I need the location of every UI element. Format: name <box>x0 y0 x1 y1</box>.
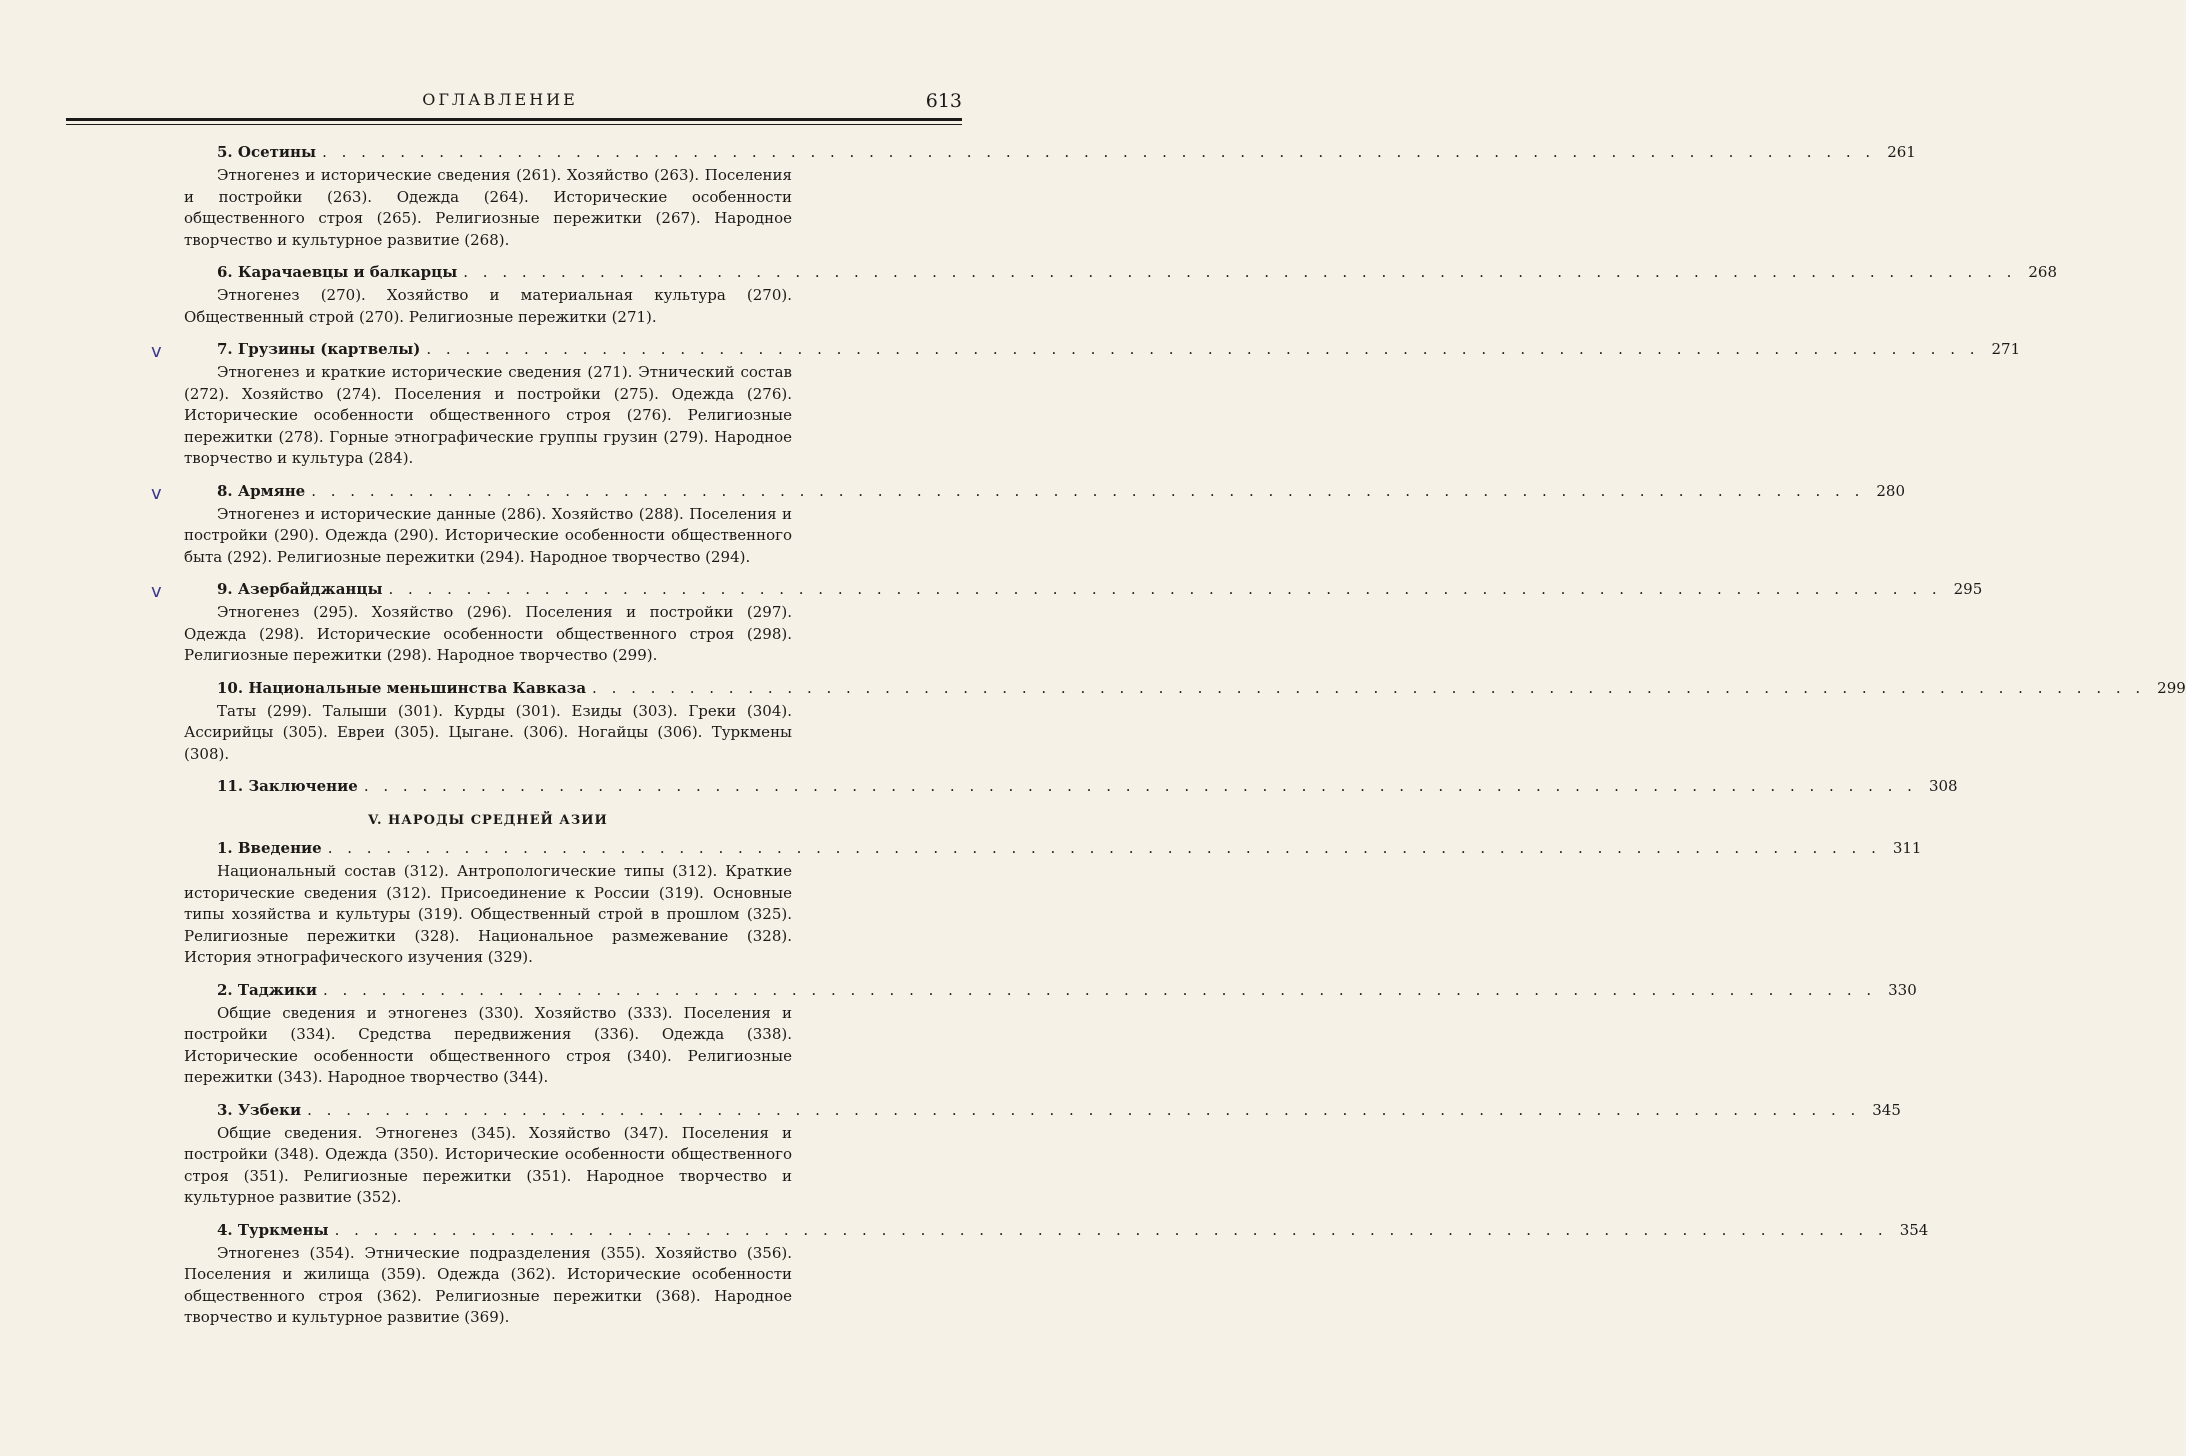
dot-leader: . . . . . . . . . . . . . . . . . . . . . . . . . . . . . . . . . . . . . . . . . . . . . . . . . . . . . . . . . . . . . . . . . . . . . . . . . . . . . . . . <box>388 580 1942 598</box>
dot-leader: . . . . . . . . . . . . . . . . . . . . . . . . . . . . . . . . . . . . . . . . . . . . . . . . . . . . . . . . . . . . . . . . . . . . . . . . . . . . . . . . <box>322 143 1876 161</box>
toc-entry <box>184 676 2186 766</box>
toc-entry <box>184 140 1916 251</box>
pencil-check-mark: v <box>151 482 162 504</box>
toc-entry-heading <box>184 1218 1929 1243</box>
toc-content <box>151 140 2186 1338</box>
dot-leader: . . . . . . . . . . . . . . . . . . . . . . . . . . . . . . . . . . . . . . . . . . . . . . . . . . . . . . . . . . . . . . . . . . . . . . . . . . . . . . . . <box>323 980 1877 999</box>
toc-entry-heading <box>151 479 1905 504</box>
toc-entry-title: 10. Национальные меньшинства Кавказа <box>217 678 587 697</box>
dot-leader: . . . . . . . . . . . . . . . . . . . . . . . . . . . . . . . . . . . . . . . . . . . . . . . . . . . . . . . . . . . . . . . . . . . . . . . . . . . . . . . . <box>363 777 1917 795</box>
toc-entry-page: 308 <box>1928 777 1958 795</box>
toc-entry-page: 311 <box>1892 839 1922 857</box>
toc-entry <box>151 577 1983 667</box>
toc-entry-title: 7. Грузины (картвелы) <box>217 340 421 358</box>
toc-entry-title: 3. Узбеки <box>217 1100 302 1119</box>
toc-entry-description: Этногенез и краткие исторические сведения (271). Этнический состав (272). Хозяйство (274). Поселения и постройки (275). Одежда (276). Исторические особенности общественного строя (276). Религиозные пережитки (278). Горные этнографические группы грузин (279). Народное творчество и культура (284). <box>184 363 792 467</box>
toc-entry-description: Таты (299). Талыши (301). Курды (301). Езиды (303). Греки (304). Ассирийцы (305). Евреи (305). Цыгане. (306). Ногайцы (306). Туркмены (308). <box>184 701 792 763</box>
dot-leader: . . . . . . . . . . . . . . . . . . . . . . . . . . . . . . . . . . . . . . . . . . . . . . . . . . . . . . . . . . . . . . . . . . . . . . . . . . . . . . . . <box>334 1220 1888 1239</box>
pencil-check-mark: v <box>151 341 162 362</box>
dot-leader: . . . . . . . . . . . . . . . . . . . . . . . . . . . . . . . . . . . . . . . . . . . . . . . . . . . . . . . . . . . . . . . . . . . . . . . . . . . . . . . . <box>327 839 1881 857</box>
toc-entry <box>184 1218 1929 1329</box>
toc-entry <box>184 1098 1901 1209</box>
toc-entry <box>151 337 2021 470</box>
header-rule-thick <box>66 118 962 121</box>
toc-entry <box>184 260 2058 328</box>
dot-leader: . . . . . . . . . . . . . . . . . . . . . . . . . . . . . . . . . . . . . . . . . . . . . . . . . . . . . . . . . . . . . . . . . . . . . . . . . . . . . . . . <box>463 263 2017 281</box>
toc-entry-description: Общие сведения. Этногенез (345). Хозяйство (347). Поселения и постройки (348). Одежда (350). Исторические особенности общественного строя (351). Религиозные пережитки (351). Народное творчество и культурное развитие (352). <box>184 1123 792 1206</box>
toc-entry-description: Этногенез (354). Этнические подразделения (355). Хозяйство (356). Поселения и жилища (359). Одежда (362). Исторические особенности общественного строя (362). Религиозные пережитки (368). Народное творчество и культурное развитие (369). <box>184 1243 792 1326</box>
dot-leader: . . . . . . . . . . . . . . . . . . . . . . . . . . . . . . . . . . . . . . . . . . . . . . . . . . . . . . . . . . . . . . . . . . . . . . . . . . . . . . . . <box>307 1100 1861 1119</box>
toc-entry-title: 4. Туркмены <box>217 1220 329 1239</box>
toc-entry-page: 261 <box>1887 143 1916 161</box>
toc-entry-page: 345 <box>1872 1100 1901 1119</box>
pencil-check-mark: v <box>151 581 162 602</box>
toc-entry-title: 11. Заключение <box>217 777 358 795</box>
toc-entry-page: 268 <box>2028 263 2058 281</box>
toc-entry-page: 299 <box>2157 678 2186 697</box>
toc-entry-page: 271 <box>1991 340 2021 358</box>
dot-leader: . . . . . . . . . . . . . . . . . . . . . . . . . . . . . . . . . . . . . . . . . . . . . . . . . . . . . . . . . . . . . . . . . . . . . . . . . . . . . . . . <box>311 481 1865 500</box>
dot-leader: . . . . . . . . . . . . . . . . . . . . . . . . . . . . . . . . . . . . . . . . . . . . . . . . . . . . . . . . . . . . . . . . . . . . . . . . . . . . . . . . <box>592 678 2146 697</box>
toc-entry-title: 5. Осетины <box>217 143 317 161</box>
header-page-number: 613 <box>925 90 962 112</box>
toc-list-central-asia <box>184 836 1929 1329</box>
toc-entry <box>151 479 1905 569</box>
toc-entry-title: 9. Азербайджанцы <box>217 580 383 598</box>
toc-entry-title: 1. Введение <box>217 839 322 857</box>
toc-entry <box>184 978 1917 1089</box>
toc-entry-heading <box>184 676 2186 701</box>
toc-entry-description: Общие сведения и этногенез (330). Хозяйство (333). Поселения и постройки (334). Средства передвижения (336). Одежда (338). Исторические особенности общественного строя (340). Религиозные пережитки (343). Народное творчество (344). <box>184 1003 792 1086</box>
toc-entry-heading <box>184 978 1917 1003</box>
toc-entry-heading <box>184 836 1922 861</box>
header-rule-thin <box>66 124 962 125</box>
toc-entry-title: 6. Карачаевцы и балкарцы <box>217 263 458 281</box>
toc-entry-description: Этногенез и исторические сведения (261). Хозяйство (263). Поселения и постройки (263). Одежда (264). Исторические особенности общественного строя (265). Религиозные пережитки (267). Народное творчество и культурное развитие (268). <box>184 166 792 249</box>
toc-entry-page: 295 <box>1953 580 1983 598</box>
section-heading: V. НАРОДЫ СРЕДНЕЙ АЗИИ <box>368 813 608 828</box>
running-header <box>0 88 1028 118</box>
dot-leader: . . . . . . . . . . . . . . . . . . . . . . . . . . . . . . . . . . . . . . . . . . . . . . . . . . . . . . . . . . . . . . . . . . . . . . . . . . . . . . . . <box>426 340 1980 358</box>
toc-entry-title: 8. Армяне <box>217 481 306 500</box>
toc-entry <box>184 774 1958 799</box>
toc-entry-description: Этногенез (270). Хозяйство и материальная культура (270). Общественный строй (270). Религиозные пережитки (271). <box>184 286 792 326</box>
toc-entry-heading <box>151 337 2021 362</box>
toc-list-caucasus <box>151 140 2186 799</box>
header-title: ОГЛАВЛЕНИЕ <box>422 90 578 109</box>
toc-entry-heading <box>184 260 2058 285</box>
toc-entry-heading <box>184 1098 1901 1123</box>
toc-entry-description: Этногенез и исторические данные (286). Хозяйство (288). Поселения и постройки (290). Одежда (290). Исторические особенности общественного быта (292). Религиозные пережитки (294). Народное творчество (294). <box>184 504 792 566</box>
toc-entry-heading <box>184 774 1958 799</box>
toc-entry-heading <box>184 140 1916 165</box>
toc-entry <box>184 836 1922 969</box>
toc-entry-description: Национальный состав (312). Антропологические типы (312). Краткие исторические сведения (312). Присоединение к России (319). Основные типы хозяйства и культуры (319). Общественный строй в прошлом (325). Религиозные пережитки (328). Национальное размежевание (328). История этнографического изучения (329). <box>184 862 792 966</box>
toc-entry-page: 280 <box>1876 481 1905 500</box>
toc-entry-page: 330 <box>1888 980 1917 999</box>
toc-entry-title: 2. Таджики <box>217 980 317 999</box>
toc-entry-page: 354 <box>1899 1220 1929 1239</box>
toc-entry-description: Этногенез (295). Хозяйство (296). Поселения и постройки (297). Одежда (298). Исторические особенности общественного строя (298). Религиозные пережитки (298). Народное творчество (299). <box>184 603 792 664</box>
toc-entry-heading <box>151 577 1983 602</box>
